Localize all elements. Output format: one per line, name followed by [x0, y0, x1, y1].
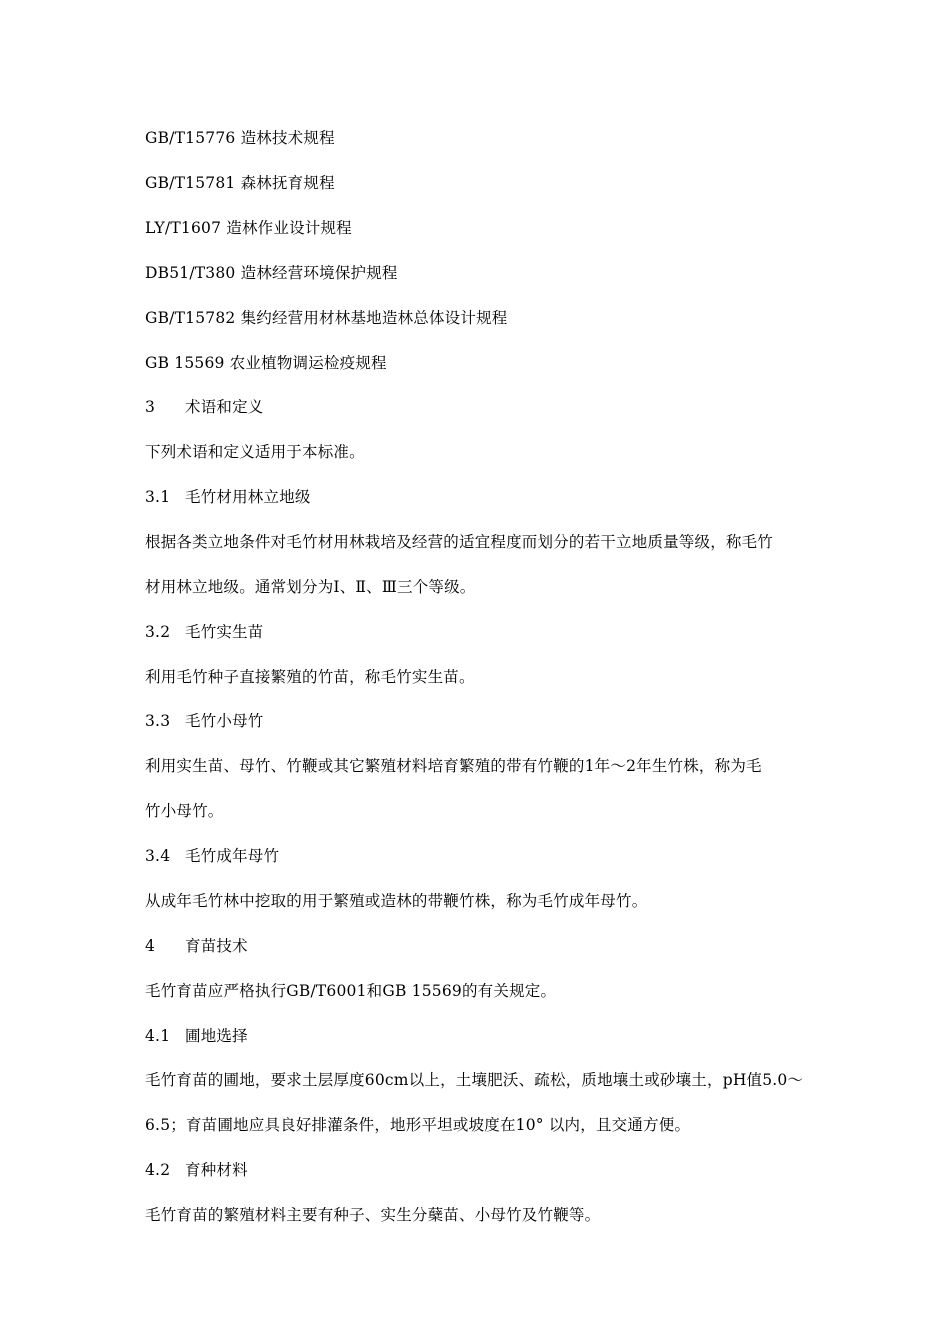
subsection-heading	[145, 1160, 248, 1180]
paragraph-line: 材用林立地级。通常划分为Ⅰ、Ⅱ、Ⅲ三个等级。	[145, 578, 476, 596]
subsection-title: 毛竹实生苗	[185, 623, 264, 641]
subsection-heading	[145, 846, 279, 866]
reference-item: GB/T15776 造林技术规程	[145, 129, 335, 147]
paragraph-line: 竹小母竹。	[145, 802, 224, 820]
subsection-heading	[145, 1026, 248, 1046]
subsection-number: 4.1	[145, 1027, 171, 1045]
paragraph: 毛竹育苗应严格执行GB/T6001和GB 15569的有关规定。	[145, 982, 557, 1000]
subsection-heading	[145, 622, 264, 642]
paragraph-line: 毛竹育苗的圃地，要求土层厚度60cm以上，土壤肥沃、疏松，质地壤土或砂壤土，pH值5.0～	[145, 1071, 804, 1089]
reference-item: GB/T15782 集约经营用材林基地造林总体设计规程	[145, 309, 508, 327]
paragraph-line: 从成年毛竹林中挖取的用于繁殖或造林的带鞭竹株，称为毛竹成年母竹。	[145, 892, 648, 910]
section-heading	[145, 936, 248, 956]
subsection-title: 毛竹材用林立地级	[185, 488, 311, 506]
paragraph-line: 利用实生苗、母竹、竹鞭或其它繁殖材料培育繁殖的带有竹鞭的1年～2年生竹株，称为毛	[145, 757, 762, 775]
section-number: 4	[145, 937, 156, 955]
section-title: 育苗技术	[185, 937, 248, 955]
subsection-heading	[145, 487, 311, 507]
paragraph-line: 利用毛竹种子直接繁殖的竹苗，称毛竹实生苗。	[145, 668, 475, 686]
reference-item: GB/T15781 森林抚育规程	[145, 174, 335, 192]
reference-item: DB51/T380 造林经营环境保护规程	[145, 264, 398, 282]
section-number: 3	[145, 398, 156, 416]
reference-item: LY/T1607 造林作业设计规程	[145, 219, 352, 237]
subsection-number: 3.2	[145, 623, 171, 641]
subsection-title: 毛竹成年母竹	[185, 847, 280, 865]
subsection-title: 圃地选择	[185, 1027, 248, 1045]
section-heading	[145, 397, 264, 417]
subsection-number: 3.1	[145, 488, 171, 506]
subsection-number: 4.2	[145, 1161, 171, 1179]
subsection-title: 育种材料	[185, 1161, 248, 1179]
subsection-number: 3.3	[145, 712, 171, 730]
subsection-number: 3.4	[145, 847, 171, 865]
paragraph: 下列术语和定义适用于本标准。	[145, 443, 365, 461]
paragraph-line: 6.5；育苗圃地应具良好排灌条件，地形平坦或坡度在10° 以内，且交通方便。	[145, 1116, 691, 1134]
subsection-title: 毛竹小母竹	[185, 712, 264, 730]
subsection-heading	[145, 711, 264, 731]
section-title: 术语和定义	[185, 398, 264, 416]
paragraph-line: 根据各类立地条件对毛竹材用林栽培及经营的适宜程度而划分的若干立地质量等级，称毛竹	[145, 533, 774, 551]
paragraph-line: 毛竹育苗的繁殖材料主要有种子、实生分蘖苗、小母竹及竹鞭等。	[145, 1206, 601, 1224]
reference-item: GB 15569 农业植物调运检疫规程	[145, 354, 387, 372]
